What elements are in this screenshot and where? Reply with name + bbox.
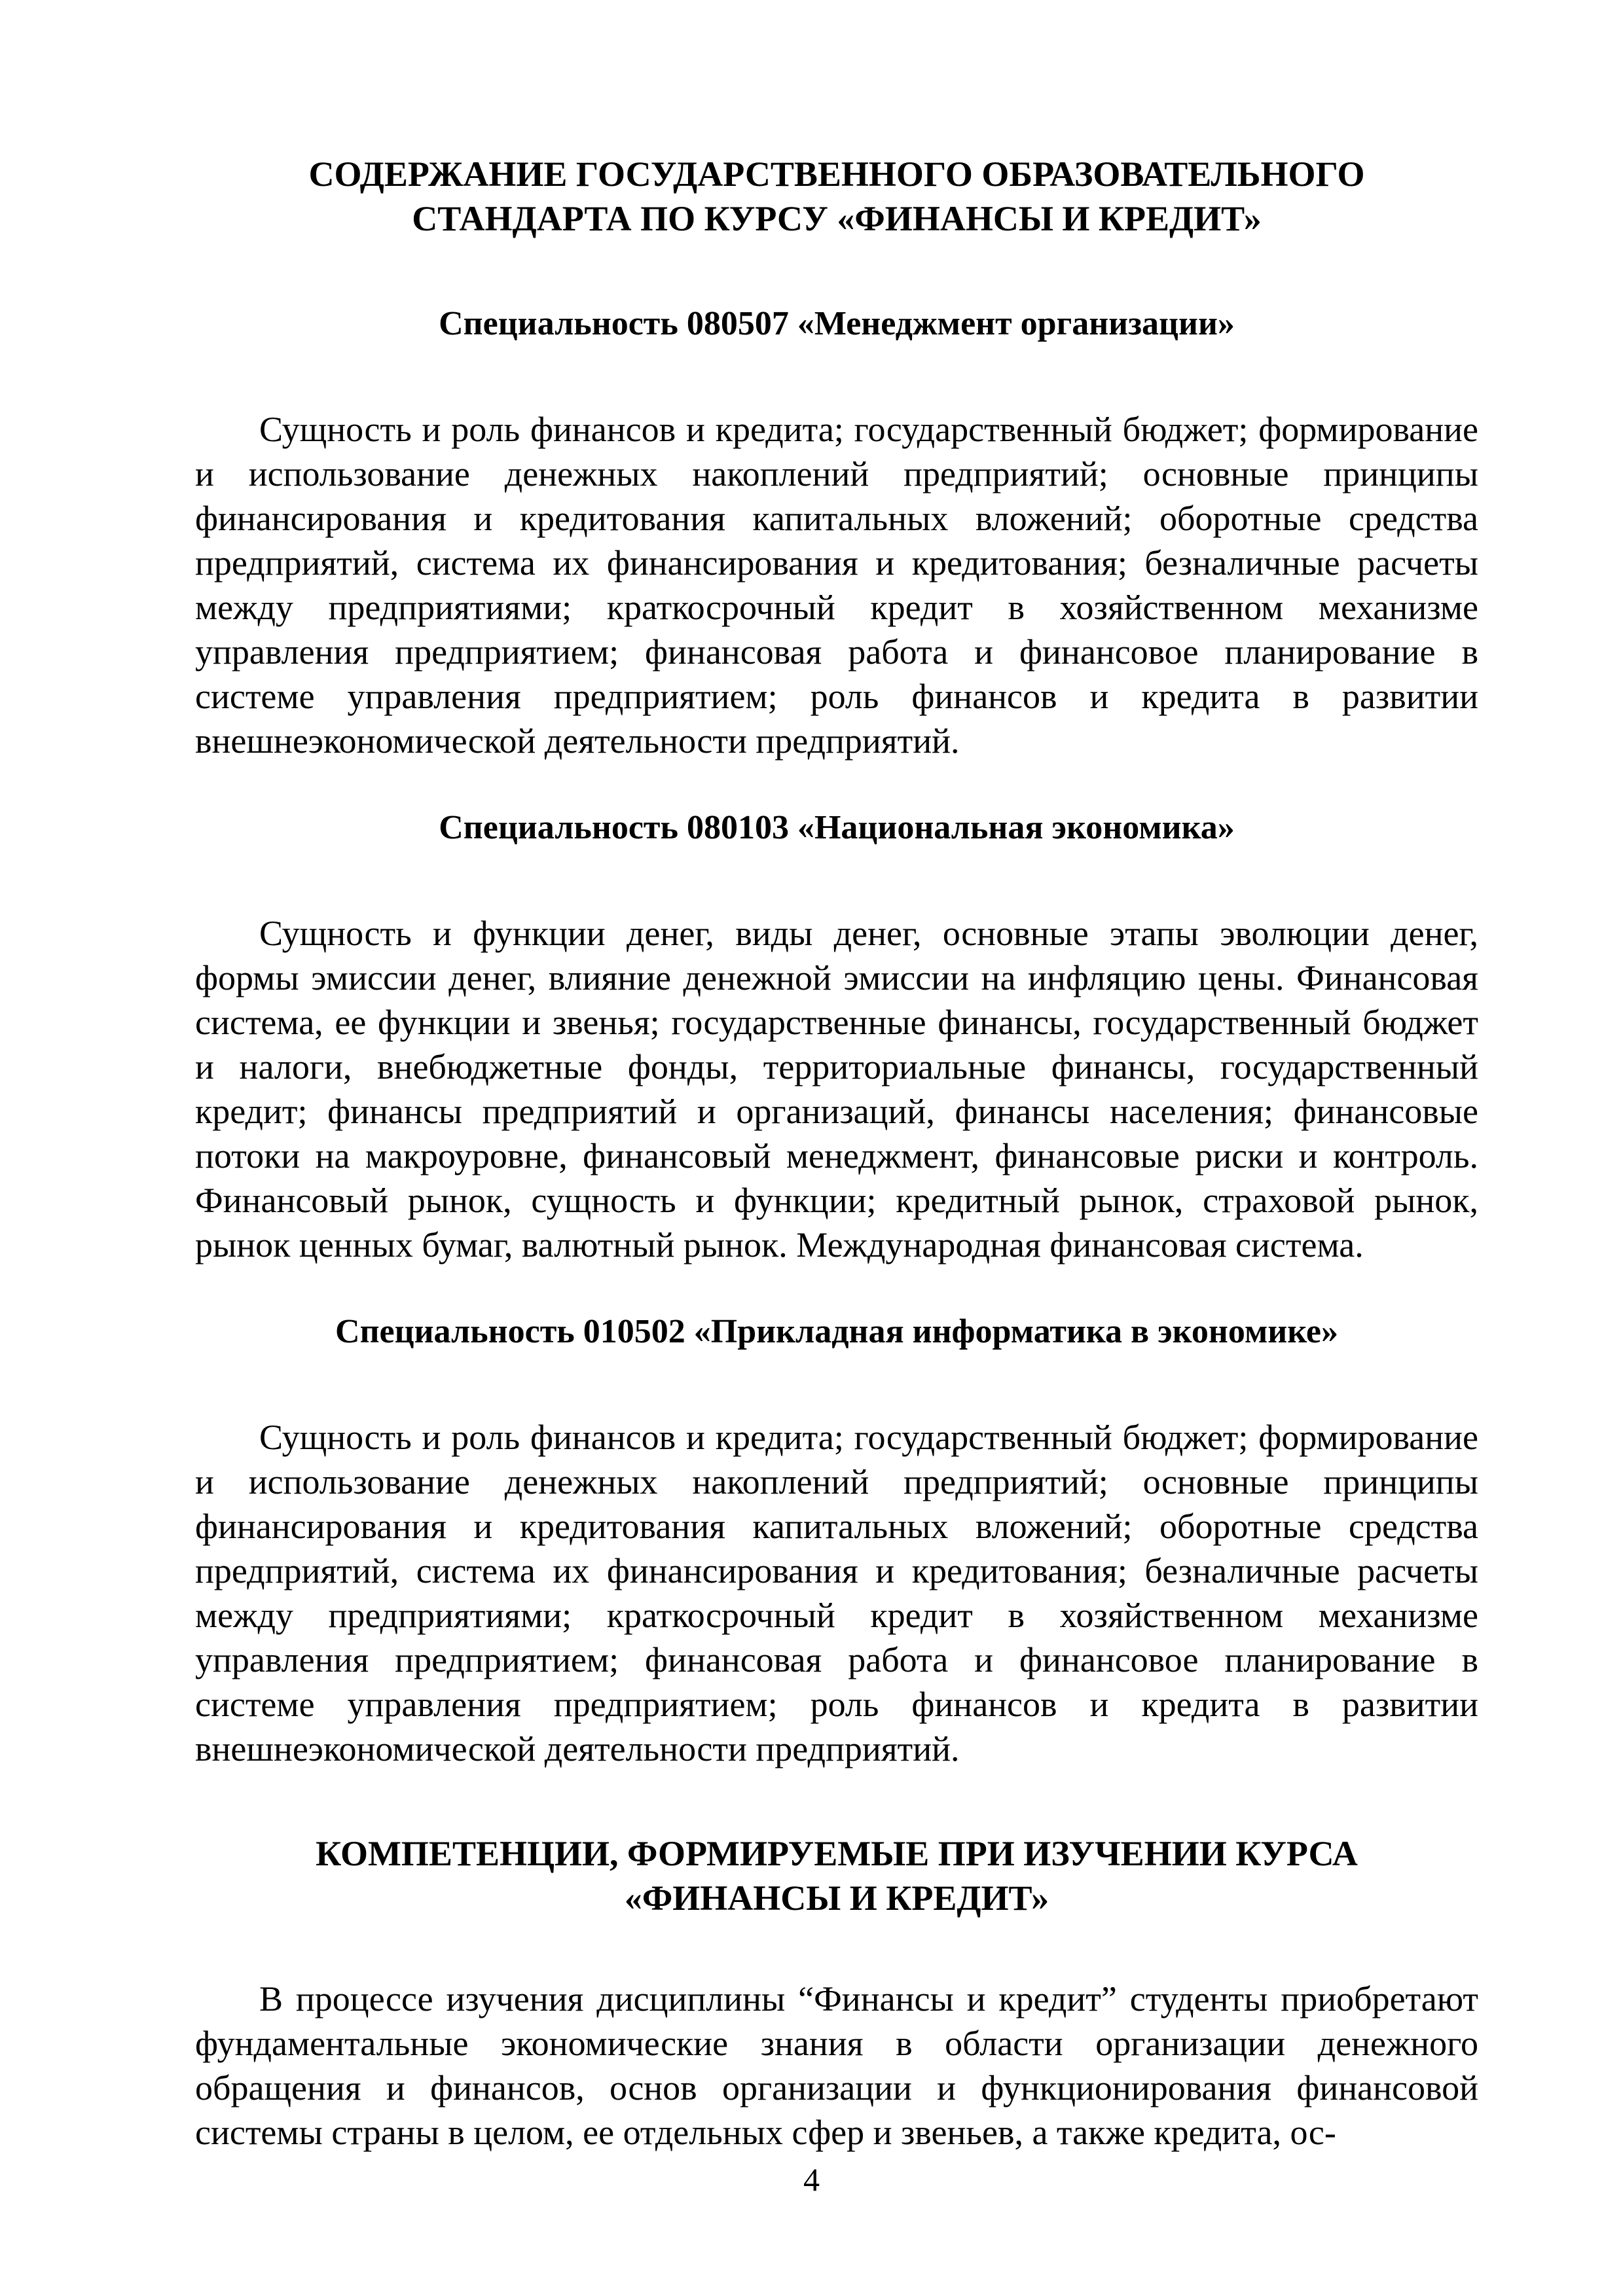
page-number: 4 bbox=[803, 2161, 820, 2198]
competencies-heading bbox=[195, 1831, 1478, 1920]
competencies-text: В процессе изучения дисциплины “Финансы и кредит” студенты приобретают фундаментальные экономические знания в области организации денежного обращения и финансов, основ организации и функционирования финансовой системы страны в целом, ее отдельных сфер и звеньев, а также кредита, ос- bbox=[195, 1979, 1478, 2152]
spacer bbox=[195, 1771, 1478, 1831]
specialty-heading-080103: Специальность 080103 «Национальная экономика» bbox=[439, 809, 1235, 846]
specialty-text-080507: Сущность и роль финансов и кредита; государственный бюджет; формирование и использование денежных накоплений предприятий; основные принципы финансирования и кредитования капитальных вложений; оборотные средства предприятий, система их финансирования и кредитования; безналичные расчеты между предприятиями; краткосрочный кредит в хозяйственном механизме управления предприятием; финансовая работа и финансовое планирование в системе управления предприятием; роль финансов и кредита в развитии внешнеэкономической деятельности предприятий. bbox=[195, 410, 1478, 761]
standard-content-heading bbox=[195, 152, 1478, 241]
spacer bbox=[195, 1920, 1478, 1977]
specialty-heading-080507: Специальность 080507 «Менеджмент организации» bbox=[439, 305, 1235, 342]
specialty-heading-010502: Специальность 010502 «Прикладная информатика в экономике» bbox=[335, 1313, 1338, 1350]
spacer bbox=[195, 1354, 1478, 1415]
spacer bbox=[195, 241, 1478, 302]
specialty-text-080103: Сущность и функции денег, виды денег, основные этапы эволюции денег, формы эмиссии денег, влияние денежной эмиссии на инфляцию цены. Финансовая система, ее функции и звенья; государственные финансы, государственный бюджет и налоги, внебюджетные фонды, территориальные финансы, государственный кредит; финансы предприятий и организаций, финансы населения; финансовые потоки на макроуровне, финансовый менеджмент, финансовые риски и контроль. Финансовый рынок, сущность и функции; кредитный рынок, страховой рынок, рынок ценных бумаг, валютный рынок. Международная финансовая система. bbox=[195, 914, 1478, 1265]
competencies-heading-line-1: КОМПЕТЕНЦИИ, ФОРМИРУЕМЫЕ ПРИ ИЗУЧЕНИИ КУРСА bbox=[316, 1834, 1358, 1873]
spacer bbox=[195, 346, 1478, 407]
spacer bbox=[195, 1267, 1478, 1310]
competencies-heading-line-2: «ФИНАНСЫ И КРЕДИТ» bbox=[624, 1878, 1049, 1918]
specialty-text-010502: Сущность и роль финансов и кредита; государственный бюджет; формирование и использование денежных накоплений предприятий; основные принципы финансирования и кредитования капитальных вложений; оборотные средства предприятий, система их финансирования и кредитования; безналичные расчеты между предприятиями; краткосрочный кредит в хозяйственном механизме управления предприятием; финансовая работа и финансовое планирование в системе управления предприятием; роль финансов и кредита в развитии внешнеэкономической деятельности предприятий. bbox=[195, 1418, 1478, 1768]
standard-content-heading-line-1: СОДЕРЖАНИЕ ГОСУДАРСТВЕННОГО ОБРАЗОВАТЕЛЬНОГО bbox=[308, 154, 1365, 194]
spacer bbox=[195, 850, 1478, 911]
page-content bbox=[195, 152, 1478, 2155]
standard-content-heading-line-2: СТАНДАРТА ПО КУРСУ «ФИНАНСЫ И КРЕДИТ» bbox=[412, 199, 1262, 238]
spacer bbox=[195, 763, 1478, 806]
